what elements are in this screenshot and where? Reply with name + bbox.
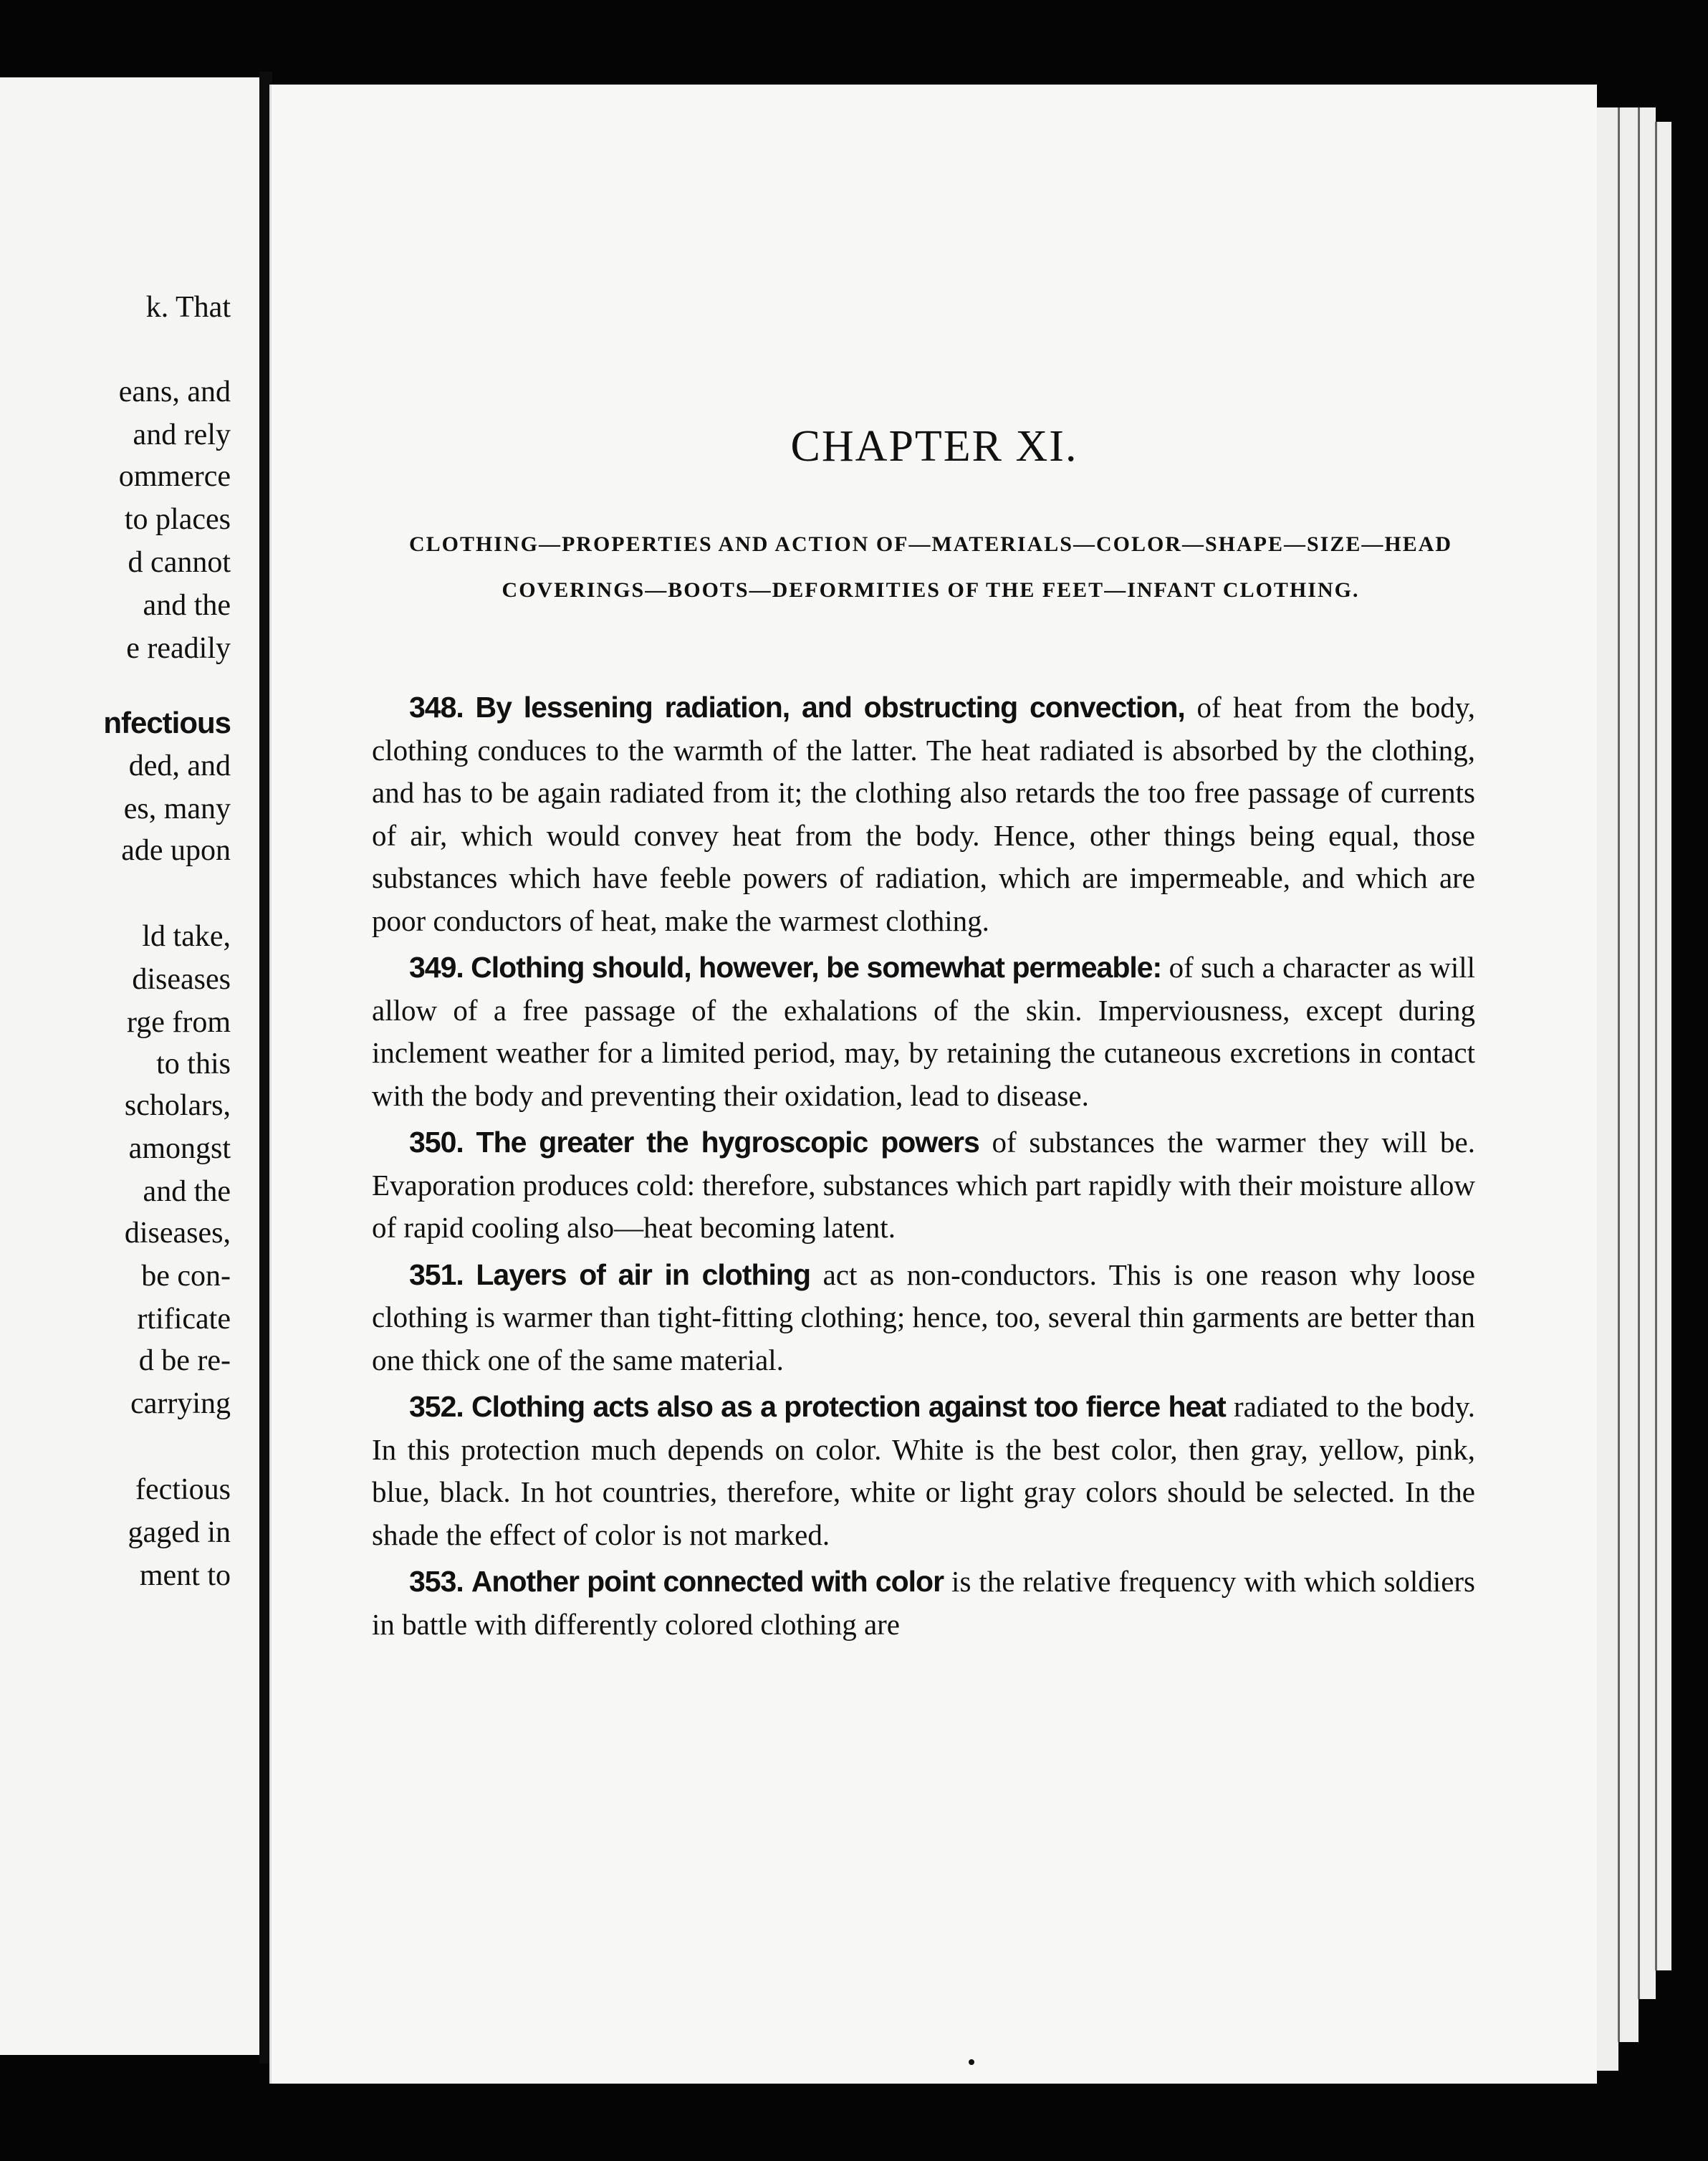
paragraph-number: 352. <box>409 1390 464 1423</box>
left-page-line: to this <box>156 1048 231 1080</box>
chapter-title: CHAPTER XI. <box>790 422 1078 471</box>
left-page-line: carrying <box>130 1387 231 1420</box>
left-page-line: fectious <box>135 1473 231 1506</box>
left-page-line: be con- <box>141 1260 231 1293</box>
paragraph-text: radiated to the body. In this protection much depends on color. White is the best color, then gray, yellow, pink, blue, black. In hot countries, therefore, white or light gray colors should be selected. In the shade the effect of color is not marked. <box>372 1390 1475 1551</box>
page-edge <box>1655 122 1671 1970</box>
left-page-line: and the <box>143 589 231 622</box>
paragraph-lead: By lessening radiation, and obstructing convection, <box>475 691 1185 724</box>
left-page <box>0 77 262 2055</box>
chapter-synopsis: CLOTHING—PROPERTIES AND ACTION OF—MATERIALS—COLOR—SHAPE—SIZE—HEAD COVERINGS—BOOTS—DEFORMITIES OF THE FEET—INFANT CLOTHING. <box>408 532 1453 602</box>
paragraph-lead: Layers of air in clothing <box>476 1257 811 1291</box>
left-page-line: ommerce <box>118 460 231 493</box>
paragraph-352 <box>372 1386 1475 1556</box>
left-page-line: ded, and <box>128 749 231 782</box>
paragraph-text: of such a character as will allow of a free passage of the exhalations of the skin. Imperviousness, except during inclement weather for a limited period, may, by retaining the cutaneous excretions in contact with the body and preventing their oxidation, lead to disease. <box>372 951 1475 1112</box>
left-page-line: amongst <box>128 1132 231 1165</box>
left-page-line: nfectious <box>103 706 231 739</box>
paragraph-text: is the relative frequency with which soldiers in battle with differently colored clothing are <box>372 1565 1476 1641</box>
left-page-line: diseases, <box>124 1217 231 1250</box>
paragraph-353 <box>372 1561 1475 1646</box>
body-text <box>372 686 1475 1646</box>
paragraph-text: of substances the warmer they will be. Evaporation produces cold: therefore, substances which part rapidly with their moisture allow of rapid cooling also—heat becoming latent. <box>372 1126 1475 1244</box>
left-page-line: and the <box>143 1175 231 1208</box>
paragraph-number: 351. <box>409 1257 464 1291</box>
paragraph-350 <box>372 1121 1475 1250</box>
left-page-line: rge from <box>126 1006 231 1039</box>
left-page-line: eans, and <box>118 375 231 408</box>
left-page-line: ment to <box>139 1559 231 1592</box>
page-edge <box>1638 107 1656 1999</box>
paragraph-lead: The greater the hygroscopic powers <box>476 1126 979 1159</box>
paragraph-text: of heat from the body, clothing conduces to the warmth of the latter. The heat radiated is absorbed by the clothing, and has to be again radiated from it; the clothing also retards the too free passage of currents of air, which would convey heat from the body. Hence, other things being equal, those substances which have feeble powers of radiation, which are impermeable, and which are poor conductors of heat, make the warmest clothing. <box>372 691 1475 937</box>
left-page-line: ld take, <box>142 920 231 953</box>
paragraph-number: 349. <box>409 951 464 984</box>
paragraph-number: 350. <box>409 1126 464 1159</box>
left-page-line: scholars, <box>124 1089 231 1122</box>
paragraph-number: 353. <box>409 1565 464 1598</box>
left-page-line: d cannot <box>128 546 231 579</box>
paragraph-lead: Clothing acts also as a protection against too fierce heat <box>471 1390 1226 1423</box>
paragraph-number: 348. <box>409 691 464 724</box>
left-page-line: and rely <box>133 418 231 451</box>
left-page-line: diseases <box>132 963 231 996</box>
left-page-line: rtificate <box>137 1303 231 1336</box>
ink-dot <box>969 2059 974 2065</box>
left-page-line: k. That <box>145 291 231 324</box>
left-page-line: d be re- <box>138 1344 231 1377</box>
right-page <box>269 85 1597 2084</box>
paragraph-text: act as non-conductors. This is one reason why loose clothing is warmer than tight-fitting clothing; hence, too, several thin garments are better than one thick one of the same material. <box>372 1257 1476 1376</box>
paragraph-351 <box>372 1254 1475 1382</box>
left-page-line: ade upon <box>121 834 231 867</box>
paragraph-lead: Another point connected with color <box>471 1565 944 1598</box>
left-page-line: e readily <box>126 632 231 665</box>
page-edge <box>1618 107 1639 2042</box>
page-edge <box>1595 107 1618 2071</box>
left-page-line: es, many <box>123 792 231 825</box>
left-page-line: to places <box>124 503 231 536</box>
left-page-line: gaged in <box>128 1516 231 1549</box>
paragraph-349 <box>372 947 1475 1117</box>
paragraph-lead: Clothing should, however, be somewhat permeable: <box>471 951 1162 984</box>
paragraph-348 <box>372 686 1475 942</box>
